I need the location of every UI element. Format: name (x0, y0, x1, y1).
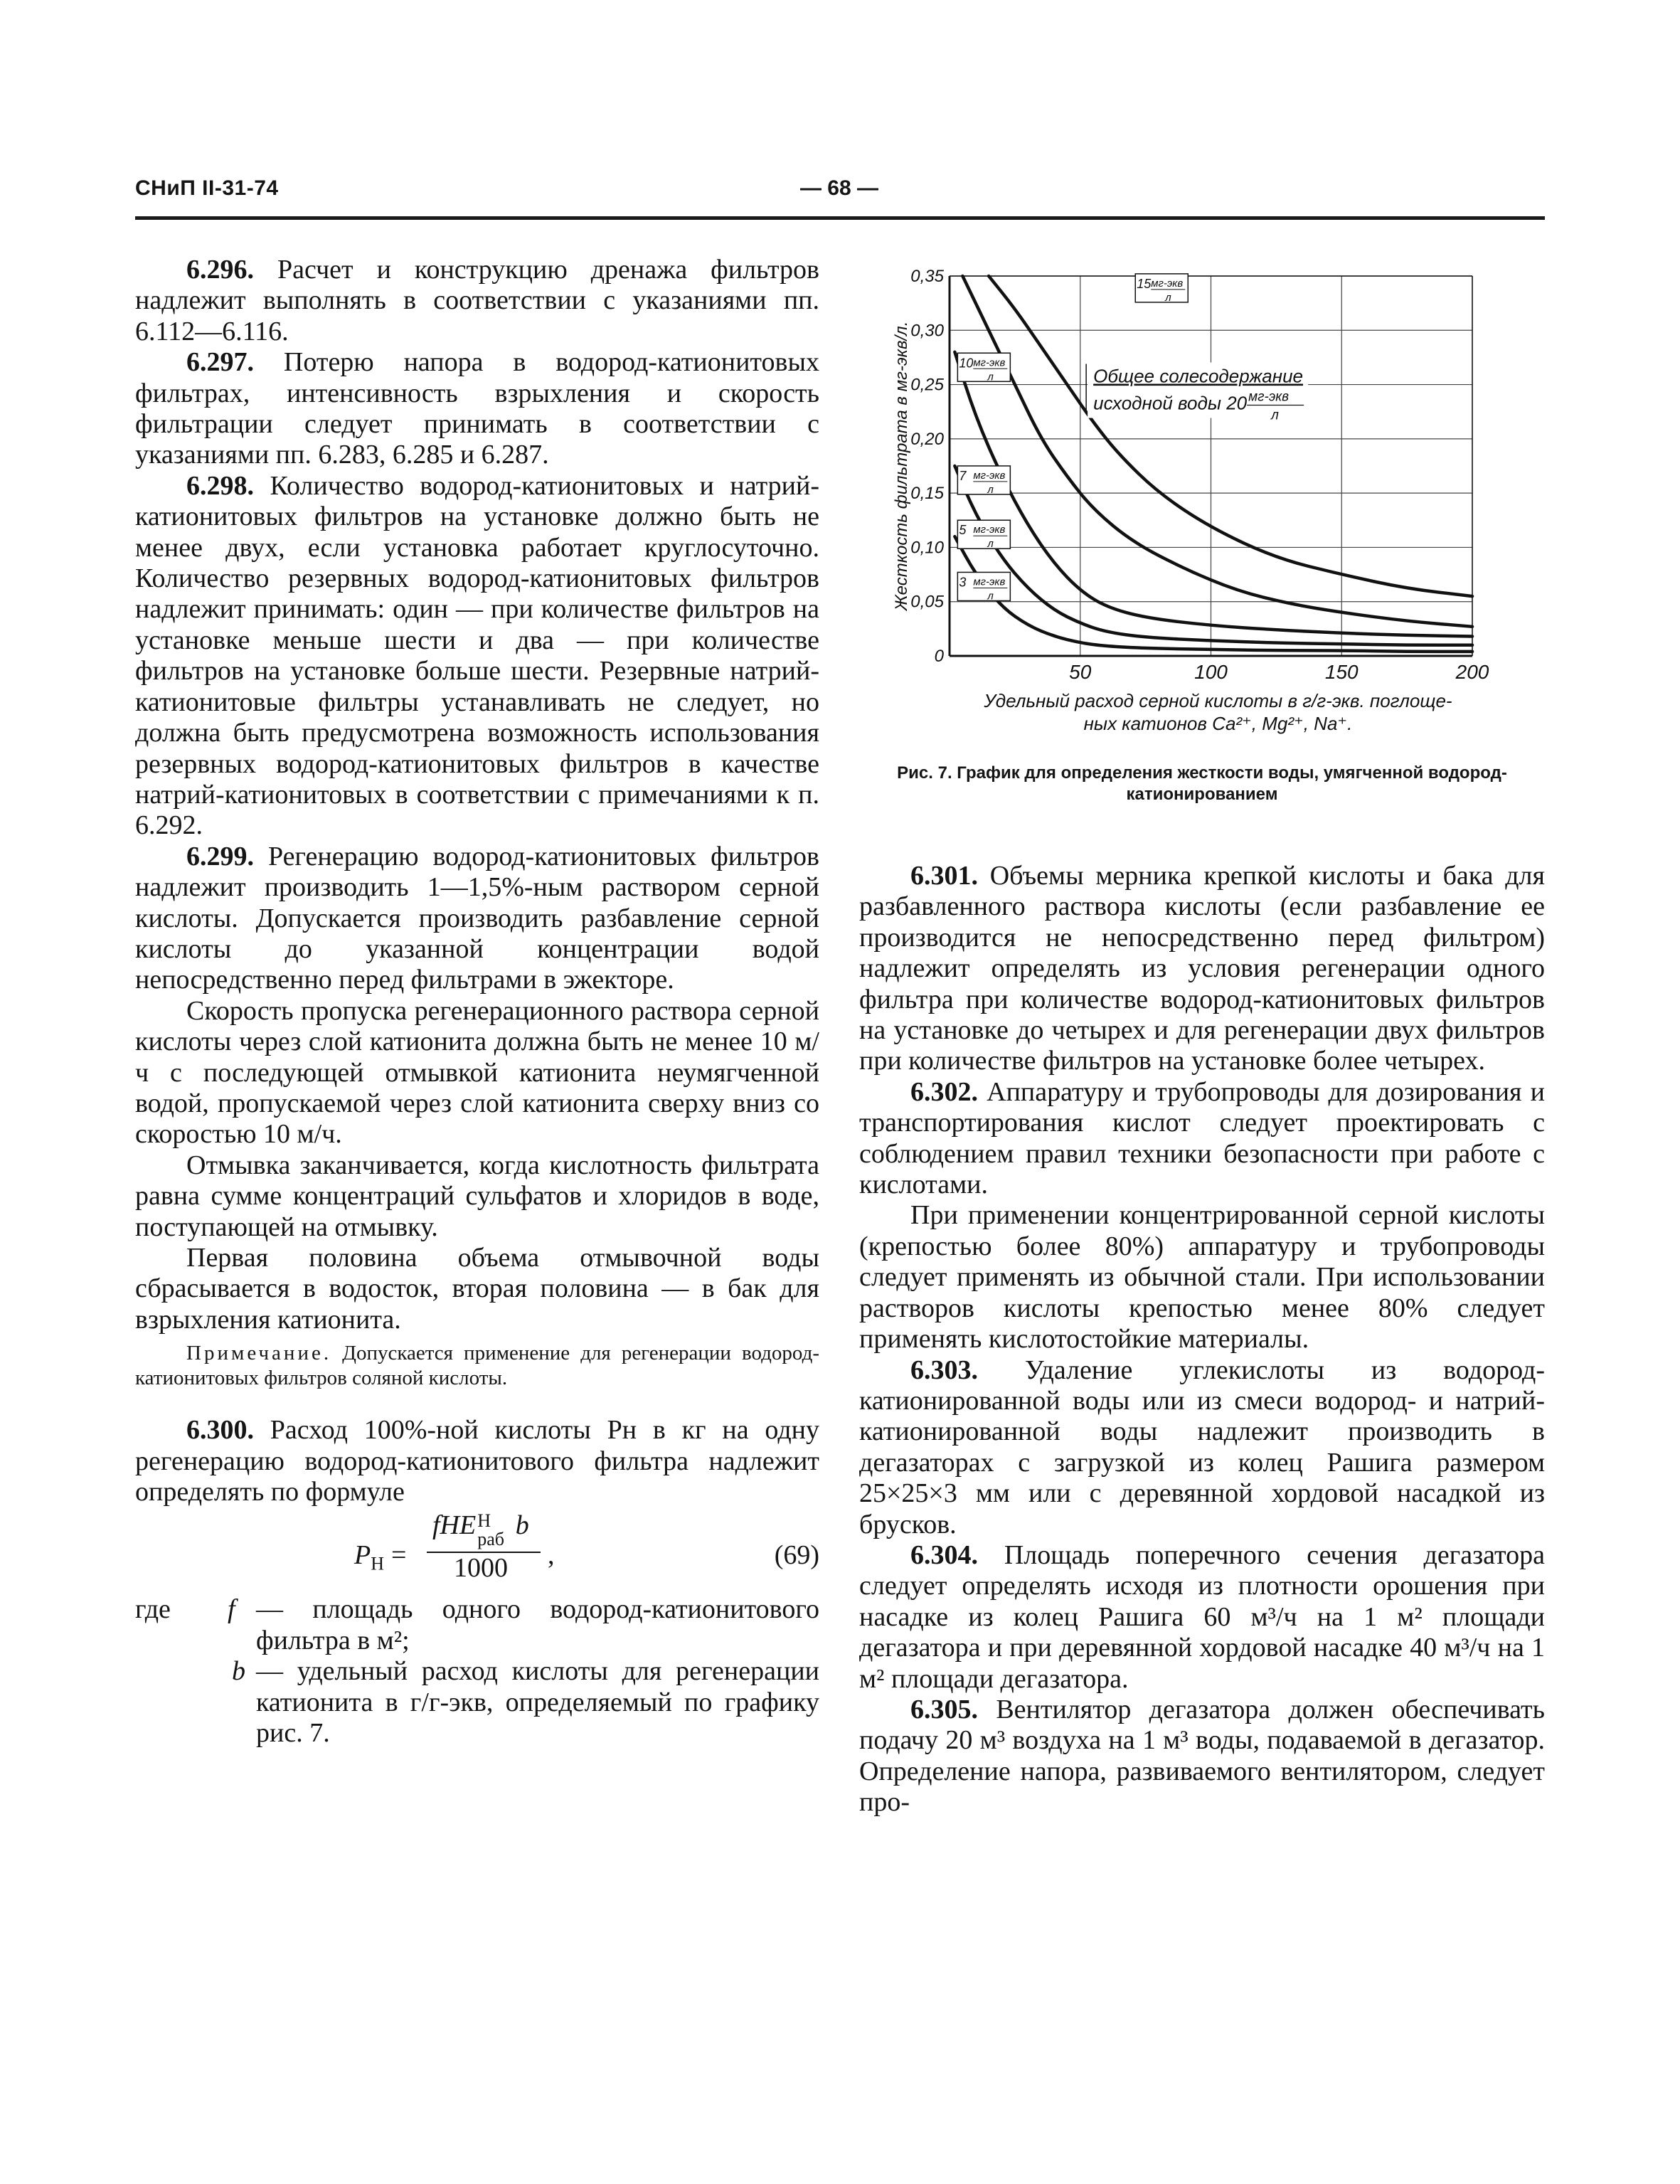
document-code: СНиП II-31-74 (135, 176, 279, 200)
paragraph-text: Объемы мерника крепкой кислоты и бака для разбавленного раствора кислоты (если разбавление ее производится не непосредственно перед фильтром) надлежит определять из условия регенерации одного фильтра при количестве водород-катионитовых фильтров на установке до четырех и для регенерации двух фильтров при количестве фильтров на установке более четырех. (859, 861, 1546, 1076)
clause-number: 6.299. (186, 841, 254, 871)
series-line-10 (962, 276, 1472, 627)
left-column (135, 255, 819, 1749)
paragraph-6-304 (859, 1540, 1545, 1695)
definition-text: — площадь одного водород-катионитового фильтра в м²; (256, 1594, 819, 1655)
series-label-value: 7 (959, 468, 967, 483)
paragraph-6-302 (859, 1077, 1545, 1201)
x-axis-label-line-2: ных катионов Ca²⁺, Mg²⁺, Na⁺. (1083, 713, 1353, 734)
series-label-unit-den: л (987, 538, 994, 551)
x-tick-label: 50 (1069, 661, 1092, 683)
x-axis-label-line-1: Удельный расход серной кислоты в г/г-экв. поглоще- (984, 690, 1452, 711)
definition-f (135, 1594, 819, 1656)
series-label-unit-num: мг-экв (973, 576, 1006, 588)
series-label-value: 15 (1137, 276, 1152, 291)
formula-69 (135, 1510, 819, 1593)
clause-number: 6.298. (186, 470, 254, 501)
series-label-unit-den: л (987, 371, 994, 383)
clause-number: 6.296. (186, 255, 254, 285)
header-rule (135, 216, 1545, 220)
series-label-unit-num: мг-экв (973, 524, 1006, 536)
paragraph-text: Аппаратуру и трубопроводы для дозирования и транспортирования кислот следует проектировать с соблюдением правил техники безопасности при работе с кислотами. (859, 1076, 1545, 1200)
annotation-line-2: исходной воды 20 (1093, 392, 1248, 414)
definition-b (135, 1656, 819, 1749)
y-tick-label: 0,35 (910, 267, 944, 286)
paragraph-6-305 (859, 1695, 1545, 1818)
y-tick-label: 0,15 (910, 484, 944, 504)
equation-number: (69) (774, 1540, 819, 1571)
formula-denominator: 1000 (454, 1553, 508, 1584)
paragraph-wash-end: Отмывка заканчивается, когда кислотность фильтрата равна сумме концентраций сульфатов и хлоридов в воде, поступающей на отмывку. (135, 1150, 819, 1242)
note-text: Допускается применение для регенерации водород-катионитовых фильтров соляной кислоты. (135, 1342, 819, 1390)
clause-number: 6.302. (910, 1076, 978, 1107)
paragraph-text: Регенерацию водород-катионитовых фильтров надлежит производить 1—1,5%-ным раствором серной кислоты. Допускается производить разбавление серной кислоты до указанной концентрации водой непосредственно перед фильтрами в эжекторе. (135, 841, 819, 995)
series-label-unit-num: мг-экв (973, 469, 1006, 482)
paragraph-concentrated-acid: При применении концентрированной серной кислоты (крепостью более 80%) аппаратуру и трубопроводы следует применять из обычной стали. При использовании растворов кислоты крепостью менее 80% следует применять кислотостойкие материалы. (859, 1200, 1545, 1355)
paragraph-text: Потерю напора в водород-катионитовых фильтрах, интенсивность взрыхления и скорость фильтрации следует принимать в соответствии с указаниями пп. 6.283, 6.285 и 6.287. (135, 347, 819, 470)
right-column (859, 861, 1545, 1818)
clause-number: 6.303. (910, 1355, 978, 1385)
paragraph-wash-water: Первая половина объема отмывочной воды сбрасывается в водосток, вторая половина — в бак для взрыхления катионита. (135, 1243, 819, 1335)
clause-number: 6.297. (186, 347, 254, 378)
figure-7-chart (854, 256, 1551, 839)
paragraph-6-300 (135, 1415, 819, 1507)
x-tick-label: 100 (1194, 661, 1228, 683)
formula-comma: , (548, 1540, 555, 1571)
x-tick-label: 200 (1455, 661, 1489, 683)
series-label-unit-den: л (1165, 291, 1171, 304)
series-label-value: 5 (959, 523, 967, 538)
annotation-unit-num: мг-экв (1248, 389, 1290, 405)
series-label-unit-den: л (987, 483, 994, 496)
paragraph-6-296 (135, 255, 819, 347)
y-tick-label: 0,05 (910, 592, 944, 612)
y-tick-label: 0,20 (910, 429, 944, 449)
y-tick-label: 0,25 (910, 375, 944, 395)
series-line-15 (989, 276, 1472, 596)
series-label-unit-num: мг-экв (1151, 277, 1184, 290)
chart-svg (854, 256, 1551, 754)
y-axis-label: Жесткость фильтрата в мг-экв/л. (892, 321, 911, 611)
formula-equals: = (391, 1540, 407, 1571)
definition-symbol-f: f (228, 1594, 235, 1625)
definition-where: где (135, 1594, 171, 1625)
x-tick-label: 150 (1324, 661, 1359, 683)
paragraph-text: Количество водород-катионитовых и натрий-катионитовых фильтров на установке должно быть не менее двух, если установка работает круглосуточно. Количество резервных водород-катионитовых фильтров надлежит принимать: один — при количестве фильтров на установке меньше шести и два — при количестве фильтров на установке больше шести. Резервные натрий-катионитовые фильтры устанавливать не следует, но должна быть предусмотрена возможность использования резервных водород-катионитовых фильтров в качестве натрий-катионитовых в соответствии с примечаниями к п. 6.292. (135, 470, 819, 841)
clause-number: 6.300. (186, 1415, 254, 1446)
paragraph-regeneration-speed: Скорость пропуска регенерационного раствора серной кислоты через слой катионита должна быть не менее 10 м/ч с последующей отмывкой катионита неумягченной водой, пропускаемой через слой катионита сверху вниз со скоростью 10 м/ч. (135, 995, 819, 1150)
paragraph-6-303 (859, 1355, 1545, 1540)
annotation-unit-den: л (1271, 408, 1279, 423)
formula-numerator: fHE Н раб b (432, 1510, 529, 1550)
paragraph-text: Удаление углекислоты из водород-катионированной воды или из смеси водород- и натрий-катионированной воды надлежит производить в дегазаторах с загрузкой из колец Рашига размером 25×25×3 мм или с деревянной хордовой насадкой из брусков. (859, 1355, 1545, 1539)
paragraph-6-301 (859, 861, 1545, 1077)
clause-number: 6.304. (910, 1539, 978, 1570)
definition-text: — удельный расход кислоты для регенерации катионита в г/г-экв, определяемый по графику рис. 7. (256, 1656, 819, 1749)
annotation-line-1: Общее солесодержание (1093, 365, 1303, 387)
paragraph-6-297 (135, 347, 819, 471)
y-tick-label: 0 (934, 647, 944, 666)
series-label-value: 3 (959, 575, 967, 590)
figure-caption: Рис. 7. График для определения жесткости воды, умягченной водород-катионированием (897, 763, 1507, 804)
clause-number: 6.301. (910, 861, 978, 891)
paragraph-6-299 (135, 842, 819, 996)
series-label-value: 10 (959, 356, 974, 371)
page-number: — 68 — (799, 176, 879, 200)
note (135, 1341, 819, 1391)
clause-number: 6.305. (910, 1694, 978, 1724)
paragraph-text: Расчет и конструкцию дренажа фильтров надлежит выполнять в соответствии с указаниями пп. 6.112—6.116. (135, 255, 819, 346)
paragraph-6-298 (135, 471, 819, 842)
paragraph-text: Площадь поперечного сечения дегазатора следует определять исходя из плотности орошения при насадке из колец Рашига 60 м³/ч на 1 м² площади дегазатора и при деревянной хордовой насадке 40 м³/ч на 1 м² площади дегазатора. (859, 1539, 1545, 1694)
series-label-unit-den: л (987, 590, 994, 603)
note-heading: Примечание. (186, 1342, 332, 1365)
paragraph-text: Расход 100%-ной кислоты Pн в кг на одну регенерацию водород-катионитового фильтра надлежит определять по формуле (135, 1415, 819, 1507)
definition-symbol-b: b (232, 1656, 245, 1687)
series-label-unit-num: мг-экв (973, 356, 1006, 369)
formula-lhs: $P_Н$ (354, 1540, 384, 1575)
paragraph-text: Вентилятор дегазатора должен обеспечивать подачу 20 м³ воздуха на 1 м³ воды, подаваемой в дегазатор. Определение напора, развиваемого вентилятором, следует про- (859, 1694, 1545, 1818)
y-tick-label: 0,30 (910, 321, 944, 341)
y-tick-label: 0,10 (910, 538, 944, 558)
